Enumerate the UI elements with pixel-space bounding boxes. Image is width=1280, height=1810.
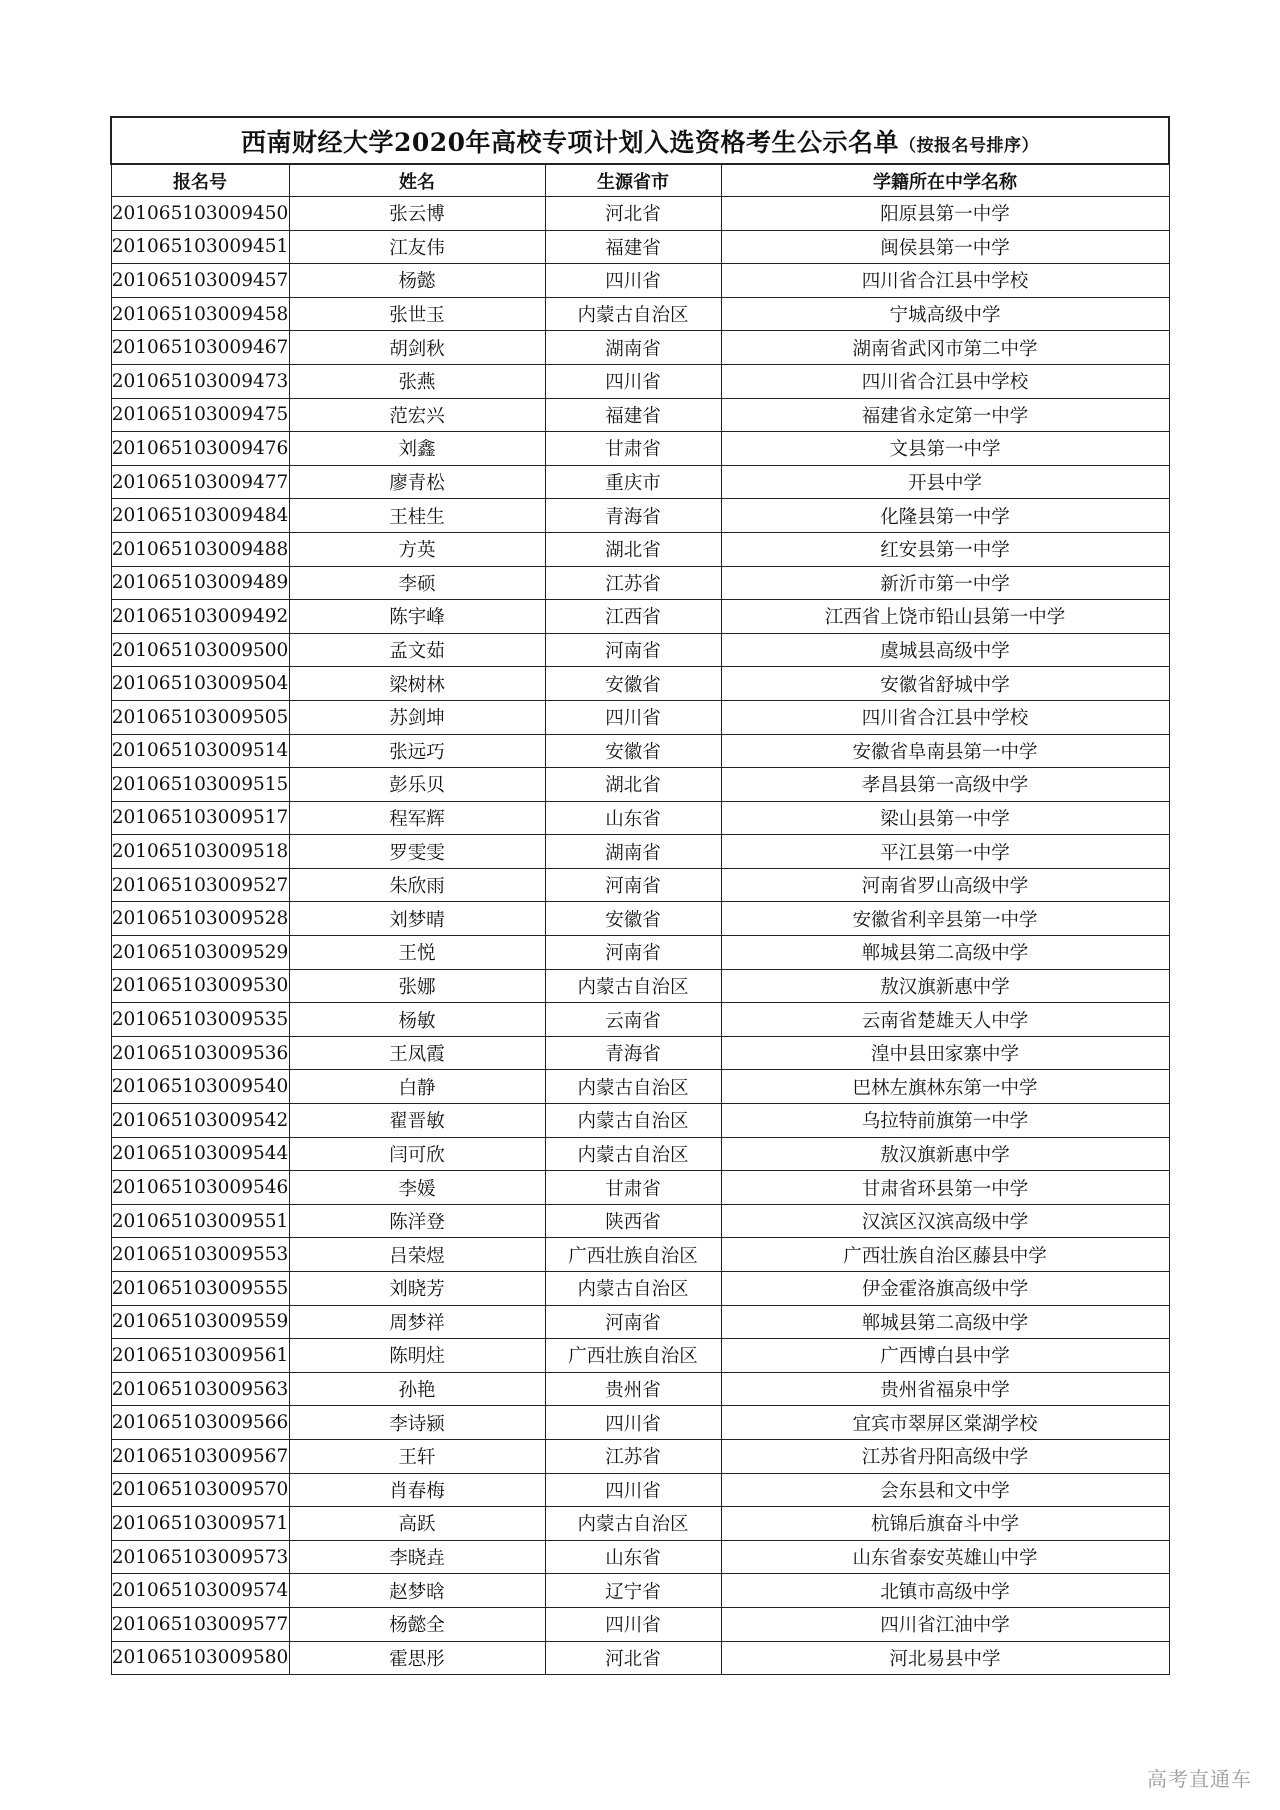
table-row — [111, 902, 1169, 936]
province-cell: 贵州省 — [545, 1372, 721, 1406]
province-cell: 安徽省 — [545, 902, 721, 936]
table-row — [111, 1406, 1169, 1440]
school-name-cell: 安徽省舒城中学 — [721, 667, 1169, 701]
student-name-cell: 陈洋登 — [289, 1204, 545, 1238]
registration-number-cell: 201065103009553 — [111, 1238, 289, 1272]
student-name-cell: 李硕 — [289, 566, 545, 600]
header-province: 生源省市 — [545, 164, 721, 197]
table-row — [111, 600, 1169, 634]
student-name-cell: 刘鑫 — [289, 432, 545, 466]
province-cell: 青海省 — [545, 1036, 721, 1070]
table-row — [111, 465, 1169, 499]
table-row — [111, 667, 1169, 701]
registration-number-cell: 201065103009505 — [111, 700, 289, 734]
registration-number-cell: 201065103009489 — [111, 566, 289, 600]
student-name-cell: 张云博 — [289, 197, 545, 231]
school-name-cell: 山东省泰安英雄山中学 — [721, 1540, 1169, 1574]
school-name-cell: 阳原县第一中学 — [721, 197, 1169, 231]
school-name-cell: 甘肃省环县第一中学 — [721, 1171, 1169, 1205]
registration-number-cell: 201065103009467 — [111, 331, 289, 365]
registration-number-cell: 201065103009566 — [111, 1406, 289, 1440]
watermark: 高考直通车 — [1147, 1767, 1252, 1791]
table-row — [111, 633, 1169, 667]
registration-number-cell: 201065103009540 — [111, 1070, 289, 1104]
student-name-cell: 李诗颍 — [289, 1406, 545, 1440]
student-name-cell: 张娜 — [289, 969, 545, 1003]
student-name-cell: 霍思彤 — [289, 1641, 545, 1675]
province-cell: 江苏省 — [545, 566, 721, 600]
province-cell: 四川省 — [545, 1607, 721, 1641]
table-row — [111, 1339, 1169, 1373]
school-name-cell: 郸城县第二高级中学 — [721, 1305, 1169, 1339]
table-row — [111, 936, 1169, 970]
student-name-cell: 高跃 — [289, 1507, 545, 1541]
province-cell: 安徽省 — [545, 734, 721, 768]
student-name-cell: 白静 — [289, 1070, 545, 1104]
school-name-cell: 宁城高级中学 — [721, 297, 1169, 331]
table-row — [111, 1137, 1169, 1171]
school-name-cell: 会东县和文中学 — [721, 1473, 1169, 1507]
student-name-cell: 梁树林 — [289, 667, 545, 701]
table-row — [111, 1171, 1169, 1205]
table-row — [111, 532, 1169, 566]
registration-number-cell: 201065103009542 — [111, 1104, 289, 1138]
table-row — [111, 1473, 1169, 1507]
province-cell: 内蒙古自治区 — [545, 1104, 721, 1138]
table-row — [111, 1272, 1169, 1306]
registration-number-cell: 201065103009529 — [111, 936, 289, 970]
table-row — [111, 1104, 1169, 1138]
school-name-cell: 虞城县高级中学 — [721, 633, 1169, 667]
school-name-cell: 梁山县第一中学 — [721, 801, 1169, 835]
admission-list-table — [110, 116, 1170, 1675]
student-name-cell: 肖春梅 — [289, 1473, 545, 1507]
table-row — [111, 1003, 1169, 1037]
registration-number-cell: 201065103009527 — [111, 868, 289, 902]
school-name-cell: 四川省合江县中学校 — [721, 264, 1169, 298]
province-cell: 福建省 — [545, 398, 721, 432]
province-cell: 湖南省 — [545, 331, 721, 365]
registration-number-cell: 201065103009546 — [111, 1171, 289, 1205]
student-name-cell: 杨懿全 — [289, 1607, 545, 1641]
registration-number-cell: 201065103009500 — [111, 633, 289, 667]
province-cell: 青海省 — [545, 499, 721, 533]
table-row — [111, 1641, 1169, 1675]
student-name-cell: 罗雯雯 — [289, 835, 545, 869]
student-name-cell: 孟文茹 — [289, 633, 545, 667]
table-row — [111, 1574, 1169, 1608]
table-row — [111, 835, 1169, 869]
registration-number-cell: 201065103009573 — [111, 1540, 289, 1574]
school-name-cell: 江西省上饶市铅山县第一中学 — [721, 600, 1169, 634]
table-row — [111, 868, 1169, 902]
student-name-cell: 陈明炷 — [289, 1339, 545, 1373]
table-row — [111, 566, 1169, 600]
student-name-cell: 张燕 — [289, 364, 545, 398]
school-name-cell: 伊金霍洛旗高级中学 — [721, 1272, 1169, 1306]
table-row — [111, 1540, 1169, 1574]
province-cell: 甘肃省 — [545, 1171, 721, 1205]
student-name-cell: 王桂生 — [289, 499, 545, 533]
table-row — [111, 432, 1169, 466]
province-cell: 湖北省 — [545, 532, 721, 566]
registration-number-cell: 201065103009551 — [111, 1204, 289, 1238]
table-body — [111, 197, 1169, 1675]
school-name-cell: 开县中学 — [721, 465, 1169, 499]
school-name-cell: 孝昌县第一高级中学 — [721, 768, 1169, 802]
table-row — [111, 1238, 1169, 1272]
table-row — [111, 398, 1169, 432]
student-name-cell: 苏剑坤 — [289, 700, 545, 734]
province-cell: 广西壮族自治区 — [545, 1238, 721, 1272]
school-name-cell: 贵州省福泉中学 — [721, 1372, 1169, 1406]
school-name-cell: 广西壮族自治区藤县中学 — [721, 1238, 1169, 1272]
header-name: 姓名 — [289, 164, 545, 197]
registration-number-cell: 201065103009555 — [111, 1272, 289, 1306]
registration-number-cell: 201065103009574 — [111, 1574, 289, 1608]
school-name-cell: 文县第一中学 — [721, 432, 1169, 466]
registration-number-cell: 201065103009473 — [111, 364, 289, 398]
province-cell: 山东省 — [545, 1540, 721, 1574]
student-name-cell: 杨懿 — [289, 264, 545, 298]
province-cell: 内蒙古自治区 — [545, 1070, 721, 1104]
province-cell: 辽宁省 — [545, 1574, 721, 1608]
registration-number-cell: 201065103009577 — [111, 1607, 289, 1641]
province-cell: 重庆市 — [545, 465, 721, 499]
registration-number-cell: 201065103009514 — [111, 734, 289, 768]
table-row — [111, 297, 1169, 331]
table-row — [111, 1372, 1169, 1406]
province-cell: 河南省 — [545, 1305, 721, 1339]
student-name-cell: 范宏兴 — [289, 398, 545, 432]
province-cell: 内蒙古自治区 — [545, 1272, 721, 1306]
title-note: （按报名号排序） — [899, 135, 1040, 156]
school-name-cell: 四川省江油中学 — [721, 1607, 1169, 1641]
table-row — [111, 1305, 1169, 1339]
province-cell: 内蒙古自治区 — [545, 1507, 721, 1541]
student-name-cell: 江友伟 — [289, 230, 545, 264]
table-row — [111, 499, 1169, 533]
province-cell: 云南省 — [545, 1003, 721, 1037]
header-school: 学籍所在中学名称 — [721, 164, 1169, 197]
registration-number-cell: 201065103009528 — [111, 902, 289, 936]
school-name-cell: 闽侯县第一中学 — [721, 230, 1169, 264]
province-cell: 内蒙古自治区 — [545, 1137, 721, 1171]
header-registration-number: 报名号 — [111, 164, 289, 197]
registration-number-cell: 201065103009458 — [111, 297, 289, 331]
student-name-cell: 吕荣煜 — [289, 1238, 545, 1272]
registration-number-cell: 201065103009563 — [111, 1372, 289, 1406]
student-name-cell: 刘梦晴 — [289, 902, 545, 936]
table-row — [111, 264, 1169, 298]
province-cell: 湖北省 — [545, 768, 721, 802]
student-name-cell: 彭乐贝 — [289, 768, 545, 802]
registration-number-cell: 201065103009544 — [111, 1137, 289, 1171]
table-row — [111, 734, 1169, 768]
student-name-cell: 王悦 — [289, 936, 545, 970]
table-row — [111, 1070, 1169, 1104]
student-name-cell: 孙艳 — [289, 1372, 545, 1406]
school-name-cell: 湖南省武冈市第二中学 — [721, 331, 1169, 365]
table-title — [111, 117, 1169, 164]
title-text: 西南财经大学2020年高校专项计划入选资格考生公示名单 — [240, 127, 900, 157]
school-name-cell: 化隆县第一中学 — [721, 499, 1169, 533]
table-row — [111, 969, 1169, 1003]
student-name-cell: 方英 — [289, 532, 545, 566]
province-cell: 江苏省 — [545, 1439, 721, 1473]
school-name-cell: 红安县第一中学 — [721, 532, 1169, 566]
registration-number-cell: 201065103009476 — [111, 432, 289, 466]
school-name-cell: 河南省罗山高级中学 — [721, 868, 1169, 902]
student-name-cell: 翟晋敏 — [289, 1104, 545, 1138]
table-row — [111, 801, 1169, 835]
registration-number-cell: 201065103009484 — [111, 499, 289, 533]
table-row — [111, 1507, 1169, 1541]
student-name-cell: 王凤霞 — [289, 1036, 545, 1070]
province-cell: 河北省 — [545, 197, 721, 231]
registration-number-cell: 201065103009561 — [111, 1339, 289, 1373]
student-name-cell: 张世玉 — [289, 297, 545, 331]
table-row — [111, 230, 1169, 264]
student-name-cell: 陈宇峰 — [289, 600, 545, 634]
registration-number-cell: 201065103009492 — [111, 600, 289, 634]
student-name-cell: 朱欣雨 — [289, 868, 545, 902]
student-name-cell: 胡剑秋 — [289, 331, 545, 365]
registration-number-cell: 201065103009515 — [111, 768, 289, 802]
school-name-cell: 平江县第一中学 — [721, 835, 1169, 869]
province-cell: 江西省 — [545, 600, 721, 634]
registration-number-cell: 201065103009477 — [111, 465, 289, 499]
school-name-cell: 安徽省阜南县第一中学 — [721, 734, 1169, 768]
school-name-cell: 巴林左旗林东第一中学 — [721, 1070, 1169, 1104]
student-name-cell: 周梦祥 — [289, 1305, 545, 1339]
province-cell: 河南省 — [545, 868, 721, 902]
registration-number-cell: 201065103009570 — [111, 1473, 289, 1507]
table-row — [111, 331, 1169, 365]
school-name-cell: 广西博白县中学 — [721, 1339, 1169, 1373]
registration-number-cell: 201065103009457 — [111, 264, 289, 298]
school-name-cell: 安徽省利辛县第一中学 — [721, 902, 1169, 936]
school-name-cell: 福建省永定第一中学 — [721, 398, 1169, 432]
school-name-cell: 汉滨区汉滨高级中学 — [721, 1204, 1169, 1238]
province-cell: 内蒙古自治区 — [545, 297, 721, 331]
table-row — [111, 700, 1169, 734]
student-name-cell: 李晓垚 — [289, 1540, 545, 1574]
province-cell: 广西壮族自治区 — [545, 1339, 721, 1373]
school-name-cell: 湟中县田家寨中学 — [721, 1036, 1169, 1070]
registration-number-cell: 201065103009536 — [111, 1036, 289, 1070]
table-row — [111, 768, 1169, 802]
registration-number-cell: 201065103009518 — [111, 835, 289, 869]
province-cell: 山东省 — [545, 801, 721, 835]
school-name-cell: 河北易县中学 — [721, 1641, 1169, 1675]
school-name-cell: 敖汉旗新惠中学 — [721, 1137, 1169, 1171]
school-name-cell: 敖汉旗新惠中学 — [721, 969, 1169, 1003]
registration-number-cell: 201065103009504 — [111, 667, 289, 701]
registration-number-cell: 201065103009451 — [111, 230, 289, 264]
province-cell: 四川省 — [545, 1406, 721, 1440]
school-name-cell: 云南省楚雄天人中学 — [721, 1003, 1169, 1037]
student-name-cell: 闫可欣 — [289, 1137, 545, 1171]
registration-number-cell: 201065103009530 — [111, 969, 289, 1003]
province-cell: 湖南省 — [545, 835, 721, 869]
school-name-cell: 乌拉特前旗第一中学 — [721, 1104, 1169, 1138]
province-cell: 河北省 — [545, 1641, 721, 1675]
registration-number-cell: 201065103009488 — [111, 532, 289, 566]
registration-number-cell: 201065103009517 — [111, 801, 289, 835]
province-cell: 安徽省 — [545, 667, 721, 701]
table-row — [111, 364, 1169, 398]
school-name-cell: 北镇市高级中学 — [721, 1574, 1169, 1608]
province-cell: 河南省 — [545, 936, 721, 970]
student-name-cell: 王轩 — [289, 1439, 545, 1473]
province-cell: 河南省 — [545, 633, 721, 667]
province-cell: 福建省 — [545, 230, 721, 264]
school-name-cell: 四川省合江县中学校 — [721, 700, 1169, 734]
student-name-cell: 程军辉 — [289, 801, 545, 835]
school-name-cell: 新沂市第一中学 — [721, 566, 1169, 600]
school-name-cell: 杭锦后旗奋斗中学 — [721, 1507, 1169, 1541]
table-row — [111, 1036, 1169, 1070]
school-name-cell: 宜宾市翠屏区棠湖学校 — [721, 1406, 1169, 1440]
student-name-cell: 刘晓芳 — [289, 1272, 545, 1306]
student-name-cell: 赵梦晗 — [289, 1574, 545, 1608]
table-row — [111, 197, 1169, 231]
province-cell: 四川省 — [545, 1473, 721, 1507]
school-name-cell: 郸城县第二高级中学 — [721, 936, 1169, 970]
school-name-cell: 江苏省丹阳高级中学 — [721, 1439, 1169, 1473]
province-cell: 内蒙古自治区 — [545, 969, 721, 1003]
province-cell: 甘肃省 — [545, 432, 721, 466]
student-name-cell: 廖青松 — [289, 465, 545, 499]
registration-number-cell: 201065103009559 — [111, 1305, 289, 1339]
province-cell: 四川省 — [545, 364, 721, 398]
registration-number-cell: 201065103009567 — [111, 1439, 289, 1473]
registration-number-cell: 201065103009450 — [111, 197, 289, 231]
school-name-cell: 四川省合江县中学校 — [721, 364, 1169, 398]
table-row — [111, 1607, 1169, 1641]
province-cell: 陕西省 — [545, 1204, 721, 1238]
registration-number-cell: 201065103009580 — [111, 1641, 289, 1675]
registration-number-cell: 201065103009571 — [111, 1507, 289, 1541]
student-name-cell: 李媛 — [289, 1171, 545, 1205]
registration-number-cell: 201065103009475 — [111, 398, 289, 432]
province-cell: 四川省 — [545, 264, 721, 298]
header-row — [111, 164, 1169, 197]
student-name-cell: 张远巧 — [289, 734, 545, 768]
province-cell: 四川省 — [545, 700, 721, 734]
student-name-cell: 杨敏 — [289, 1003, 545, 1037]
registration-number-cell: 201065103009535 — [111, 1003, 289, 1037]
table-row — [111, 1204, 1169, 1238]
table-row — [111, 1439, 1169, 1473]
